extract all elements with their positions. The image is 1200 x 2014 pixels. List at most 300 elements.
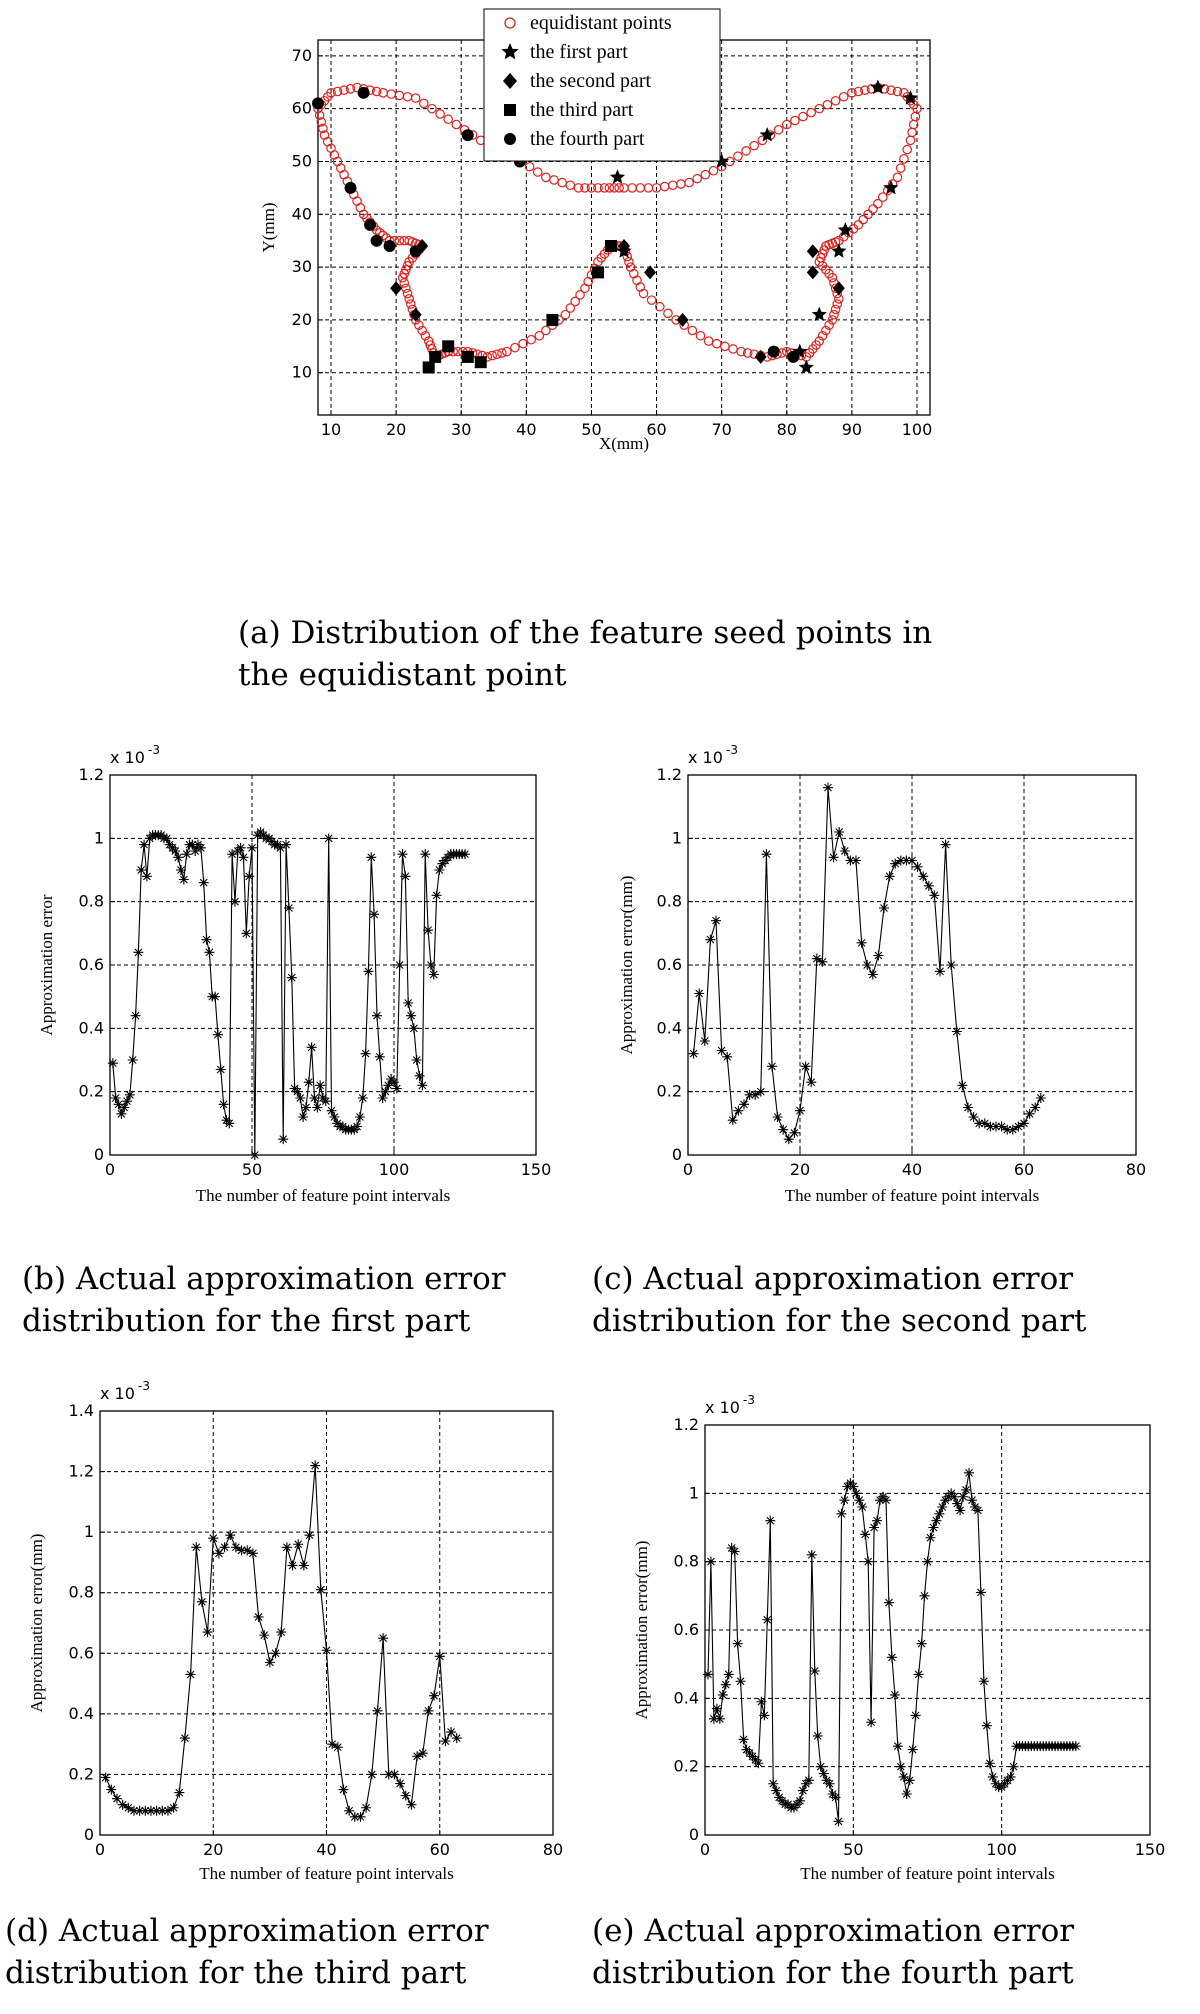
equidistant-point bbox=[874, 200, 882, 208]
data-point bbox=[896, 1762, 906, 1772]
equidistant-point bbox=[897, 164, 905, 172]
equidistant-point bbox=[840, 93, 848, 101]
x-tick-label: 40 bbox=[901, 1160, 923, 1179]
data-point bbox=[807, 1550, 817, 1560]
seed-third-part bbox=[442, 340, 454, 352]
data-point bbox=[304, 1077, 314, 1087]
y-tick-label: 0 bbox=[93, 1145, 104, 1164]
equidistant-point bbox=[566, 181, 574, 189]
data-point bbox=[395, 1779, 405, 1789]
data-point bbox=[952, 1027, 962, 1037]
equidistant-point bbox=[542, 173, 550, 181]
exponent-power: -3 bbox=[726, 743, 738, 757]
data-point bbox=[250, 1150, 260, 1160]
equidistant-point bbox=[610, 184, 618, 192]
y-tick-label: 0.6 bbox=[68, 1643, 94, 1663]
data-point bbox=[248, 1548, 258, 1558]
data-point bbox=[923, 1557, 933, 1567]
equidistant-point bbox=[511, 343, 519, 351]
data-point bbox=[378, 1633, 388, 1643]
data-point bbox=[862, 960, 872, 970]
seed-third-part bbox=[429, 351, 441, 363]
data-point bbox=[761, 849, 771, 859]
data-point bbox=[295, 1093, 305, 1103]
data-point bbox=[389, 1769, 399, 1779]
data-point bbox=[722, 1052, 732, 1062]
equidistant-point bbox=[444, 115, 452, 123]
equidistant-point bbox=[527, 336, 535, 344]
equidistant-point bbox=[405, 295, 413, 303]
y-tick-label: 0.4 bbox=[673, 1688, 699, 1708]
seed-third-part bbox=[592, 266, 604, 278]
data-point bbox=[961, 1485, 971, 1495]
y-tick-label: 1.2 bbox=[68, 1461, 94, 1481]
seed-fourth-part bbox=[345, 182, 357, 194]
data-point bbox=[307, 1042, 317, 1052]
data-point bbox=[199, 878, 209, 888]
axes bbox=[27, 1379, 563, 1883]
data-point bbox=[982, 1721, 992, 1731]
y-tick-label: 0.8 bbox=[68, 1582, 94, 1602]
equidistant-point bbox=[713, 339, 721, 347]
data-point bbox=[224, 1118, 234, 1128]
x-tick-label: 50 bbox=[843, 1840, 864, 1859]
data-point bbox=[176, 865, 186, 875]
data-point bbox=[355, 1112, 365, 1122]
data-point bbox=[823, 783, 833, 793]
x-tick-label: 80 bbox=[776, 420, 797, 439]
equidistant-point bbox=[669, 181, 677, 189]
equidistant-point bbox=[693, 174, 701, 182]
data-point bbox=[191, 1542, 201, 1552]
equidistant-point bbox=[833, 300, 841, 308]
data-point bbox=[432, 890, 442, 900]
data-point bbox=[247, 843, 257, 853]
y-tick-label: 1 bbox=[671, 828, 682, 848]
seed-third-part bbox=[605, 240, 617, 252]
data-point bbox=[860, 1529, 870, 1539]
chart-a bbox=[260, 5, 960, 585]
data-point bbox=[298, 1112, 308, 1122]
equidistant-point bbox=[704, 337, 712, 345]
y-tick-label: 0 bbox=[671, 1145, 682, 1164]
equidistant-point bbox=[625, 258, 633, 266]
seed-fourth-part bbox=[364, 219, 376, 231]
legend bbox=[484, 9, 720, 161]
equidistant-point bbox=[859, 215, 867, 223]
y-tick-label: 0.4 bbox=[68, 1703, 94, 1723]
y-tick-label: 0.6 bbox=[673, 1620, 699, 1639]
data-point bbox=[133, 947, 143, 957]
x-axis-label: The number of feature point intervals bbox=[784, 1186, 1040, 1205]
data-point bbox=[718, 1690, 728, 1700]
equidistant-point bbox=[823, 101, 831, 109]
data-point bbox=[1009, 1762, 1019, 1772]
chart-d bbox=[18, 1373, 588, 1883]
x-tick-label: 50 bbox=[581, 420, 602, 439]
exponent-power: -3 bbox=[138, 1379, 150, 1393]
equidistant-point bbox=[411, 94, 419, 102]
data-point bbox=[964, 1468, 974, 1478]
x-tick-label: 100 bbox=[901, 420, 933, 439]
data-point bbox=[778, 1125, 788, 1135]
y-tick-label: 0.2 bbox=[68, 1764, 94, 1784]
seed-fourth-part bbox=[312, 97, 324, 109]
exponent-label: x 10 bbox=[100, 1384, 135, 1403]
data-point bbox=[180, 1733, 190, 1743]
data-point bbox=[398, 849, 408, 859]
equidistant-point bbox=[742, 147, 750, 155]
x-tick-label: 30 bbox=[451, 420, 472, 439]
data-point bbox=[963, 1103, 973, 1113]
equidistant-point bbox=[734, 152, 742, 160]
caption-d: (d) Actual approximation error distribution for the third part bbox=[5, 1913, 489, 1991]
data-point bbox=[284, 903, 294, 913]
y-tick-label: 0.2 bbox=[78, 1081, 104, 1101]
data-point bbox=[324, 833, 334, 843]
data-point bbox=[801, 1061, 811, 1071]
data-point bbox=[204, 947, 214, 957]
data-point bbox=[834, 827, 844, 837]
data-point bbox=[236, 843, 246, 853]
seed-third-part bbox=[462, 351, 474, 363]
y-tick-label: 1 bbox=[93, 828, 104, 848]
data-point bbox=[182, 849, 192, 859]
data-point bbox=[924, 881, 934, 891]
seed-fourth-part bbox=[384, 240, 396, 252]
data-point bbox=[765, 1516, 775, 1526]
data-point bbox=[310, 1461, 320, 1471]
data-point bbox=[278, 1134, 288, 1144]
data-point bbox=[839, 1495, 849, 1505]
data-point bbox=[429, 1691, 439, 1701]
equidistant-point bbox=[628, 184, 636, 192]
equidistant-point bbox=[395, 91, 403, 99]
data-point bbox=[918, 871, 928, 881]
data-point bbox=[946, 960, 956, 970]
data-point bbox=[125, 1090, 135, 1100]
x-tick-label: 60 bbox=[646, 420, 667, 439]
data-point bbox=[829, 852, 839, 862]
data-point bbox=[366, 852, 376, 862]
x-tick-label: 20 bbox=[385, 420, 407, 439]
equidistant-point bbox=[420, 99, 428, 107]
data-point bbox=[705, 935, 715, 945]
seed-third-part bbox=[423, 361, 435, 373]
x-tick-label: 10 bbox=[320, 420, 342, 439]
equidistant-point bbox=[774, 126, 782, 134]
data-point bbox=[213, 1030, 223, 1040]
data-point bbox=[893, 1741, 903, 1751]
equidistant-point bbox=[647, 296, 655, 304]
data-point bbox=[890, 1690, 900, 1700]
data-point bbox=[911, 1710, 921, 1720]
equidistant-point bbox=[600, 184, 608, 192]
data-point bbox=[179, 875, 189, 885]
legend-entry: the fourth part bbox=[530, 128, 645, 150]
panel-a bbox=[260, 5, 960, 585]
equidistant-point bbox=[831, 97, 839, 105]
data-point bbox=[219, 1099, 229, 1109]
x-tick-label: 80 bbox=[1125, 1160, 1147, 1179]
data-point bbox=[813, 1731, 823, 1741]
equidistant-point bbox=[403, 93, 411, 101]
data-point bbox=[259, 1630, 269, 1640]
chart-b bbox=[18, 735, 588, 1245]
equidistant-point bbox=[400, 279, 408, 287]
equidistant-point bbox=[685, 178, 693, 186]
panel-d bbox=[18, 1373, 588, 1883]
y-tick-label: 0.8 bbox=[656, 891, 682, 911]
data-point bbox=[108, 1058, 118, 1068]
equidistant-point bbox=[403, 289, 411, 297]
data-point bbox=[935, 966, 945, 976]
y-tick-label: 1.2 bbox=[673, 1415, 699, 1434]
data-point bbox=[728, 1115, 738, 1125]
data-point bbox=[460, 849, 470, 859]
y-tick-label: 20 bbox=[291, 309, 312, 329]
seed-first-part bbox=[799, 360, 814, 374]
data-point bbox=[403, 998, 413, 1008]
data-point bbox=[834, 1816, 844, 1826]
data-point bbox=[857, 938, 867, 948]
data-point bbox=[282, 1542, 292, 1552]
data-point bbox=[203, 1627, 213, 1637]
x-tick-label: 20 bbox=[203, 1840, 224, 1859]
data-point bbox=[1006, 1772, 1016, 1782]
y-axis-label: Approximation error(mm) bbox=[617, 875, 636, 1055]
equidistant-point bbox=[660, 182, 668, 190]
axes bbox=[617, 743, 1146, 1205]
equidistant-point bbox=[906, 136, 914, 144]
data-point bbox=[941, 840, 951, 850]
equidistant-point bbox=[835, 295, 843, 303]
data-point bbox=[733, 1639, 743, 1649]
equidistant-point bbox=[799, 112, 807, 120]
legend-entry: the first part bbox=[530, 41, 628, 63]
data-point bbox=[857, 1502, 867, 1512]
series-line bbox=[106, 1466, 457, 1817]
y-tick-label: 70 bbox=[291, 45, 312, 65]
series bbox=[703, 1468, 1081, 1827]
y-tick-label: 0.4 bbox=[656, 1018, 682, 1038]
data-point bbox=[322, 1645, 332, 1655]
data-point bbox=[711, 916, 721, 926]
data-point bbox=[739, 1734, 749, 1744]
equidistant-point bbox=[664, 309, 672, 317]
legend-entry: equidistant points bbox=[530, 12, 672, 34]
equidistant-point bbox=[900, 155, 908, 163]
data-point bbox=[767, 1061, 777, 1071]
data-point bbox=[976, 1587, 986, 1597]
data-point bbox=[1036, 1093, 1046, 1103]
x-tick-label: 150 bbox=[520, 1160, 552, 1179]
equidistant-point bbox=[701, 170, 709, 178]
x-tick-label: 0 bbox=[682, 1160, 694, 1179]
data-point bbox=[905, 1775, 915, 1785]
data-point bbox=[872, 1516, 882, 1526]
data-point bbox=[440, 1736, 450, 1746]
data-point bbox=[417, 1080, 427, 1090]
y-tick-label: 0.4 bbox=[78, 1018, 104, 1038]
seed-third-part bbox=[546, 314, 558, 326]
data-point bbox=[902, 1789, 912, 1799]
data-point bbox=[817, 957, 827, 967]
data-point bbox=[271, 1648, 281, 1658]
equidistant-point bbox=[615, 184, 623, 192]
data-point bbox=[863, 1557, 873, 1567]
data-point bbox=[1071, 1741, 1081, 1751]
data-point bbox=[836, 1509, 846, 1519]
seed-fourth-part bbox=[371, 235, 383, 247]
caption-c: (c) Actual approximation error distribution for the second part bbox=[592, 1261, 1087, 1339]
equidistant-point bbox=[636, 184, 644, 192]
x-tick-label: 150 bbox=[1134, 1840, 1166, 1859]
data-point bbox=[885, 871, 895, 881]
equidistant-point bbox=[402, 284, 410, 292]
caption-e: (e) Actual approximation error distribution for the fourth part bbox=[592, 1913, 1075, 1991]
data-point bbox=[216, 1065, 226, 1075]
x-axis-label: The number of feature point intervals bbox=[195, 1186, 451, 1205]
data-point bbox=[418, 1748, 428, 1758]
x-tick-label: 0 bbox=[699, 1840, 711, 1859]
equidistant-point bbox=[908, 128, 916, 136]
data-point bbox=[101, 1772, 111, 1782]
data-point bbox=[715, 1714, 725, 1724]
y-tick-label: 1.2 bbox=[656, 765, 682, 784]
equidistant-point bbox=[729, 345, 737, 353]
data-point bbox=[908, 1745, 918, 1755]
y-tick-label: 60 bbox=[291, 98, 312, 118]
y-tick-label: 0.8 bbox=[673, 1551, 699, 1571]
data-point bbox=[361, 1803, 371, 1813]
data-point bbox=[406, 1011, 416, 1021]
data-point bbox=[392, 1084, 402, 1094]
panel-b bbox=[18, 735, 588, 1245]
y-axis-label: Approximation error bbox=[37, 894, 56, 1036]
equidistant-point bbox=[534, 168, 542, 176]
x-tick-label: 60 bbox=[1013, 1160, 1035, 1179]
data-point bbox=[979, 1676, 989, 1686]
x-tick-label: 70 bbox=[711, 420, 732, 439]
equidistant-point bbox=[550, 176, 558, 184]
equidistant-point bbox=[911, 112, 919, 120]
data-point bbox=[241, 928, 251, 938]
equidistant-point bbox=[831, 305, 839, 313]
y-axis-label: Approximation error(mm) bbox=[632, 1540, 651, 1720]
data-point bbox=[694, 989, 704, 999]
y-tick-label: 1 bbox=[83, 1522, 94, 1542]
data-point bbox=[106, 1785, 116, 1795]
data-point bbox=[265, 1657, 275, 1667]
data-point bbox=[810, 1666, 820, 1676]
exponent-label: x 10 bbox=[688, 748, 723, 767]
x-axis-label: X(mm) bbox=[598, 434, 650, 453]
chart-e bbox=[620, 1380, 1185, 1885]
data-point bbox=[736, 1676, 746, 1686]
seed-fourth-part bbox=[768, 346, 780, 358]
data-point bbox=[925, 1533, 935, 1543]
data-point bbox=[706, 1557, 716, 1567]
y-tick-label: 0.2 bbox=[656, 1081, 682, 1101]
data-point bbox=[724, 1669, 734, 1679]
data-point bbox=[369, 909, 379, 919]
equidistant-point bbox=[869, 205, 877, 213]
equidistant-point bbox=[400, 237, 408, 245]
data-point bbox=[338, 1785, 348, 1795]
y-tick-label: 40 bbox=[291, 204, 312, 224]
equidistant-point bbox=[558, 178, 566, 186]
data-point bbox=[254, 1612, 264, 1622]
data-point bbox=[429, 970, 439, 980]
data-point bbox=[395, 960, 405, 970]
y-tick-label: 0 bbox=[688, 1825, 699, 1844]
data-point bbox=[773, 1112, 783, 1122]
data-point bbox=[401, 1791, 411, 1801]
y-tick-label: 0.8 bbox=[78, 891, 104, 911]
equidistant-point bbox=[407, 300, 415, 308]
axes bbox=[37, 743, 551, 1205]
data-point bbox=[887, 1652, 897, 1662]
y-tick-label: 1.4 bbox=[68, 1401, 94, 1420]
data-point bbox=[700, 1036, 710, 1046]
series-line bbox=[113, 832, 465, 1155]
data-point bbox=[721, 1680, 731, 1690]
seed-fourth-part bbox=[358, 87, 370, 99]
chart-c bbox=[608, 735, 1183, 1245]
data-point bbox=[301, 1103, 311, 1113]
y-tick-label: 10 bbox=[291, 362, 312, 382]
data-point bbox=[202, 935, 212, 945]
x-tick-label: 90 bbox=[841, 420, 863, 439]
equidistant-point bbox=[688, 326, 696, 334]
panel-e bbox=[620, 1380, 1185, 1885]
equidistant-point bbox=[709, 167, 717, 175]
y-tick-label: 0 bbox=[83, 1825, 94, 1844]
data-point bbox=[879, 903, 889, 913]
legend-marker-third bbox=[504, 104, 516, 116]
data-point bbox=[920, 1591, 930, 1601]
data-point bbox=[789, 1128, 799, 1138]
equidistant-point bbox=[903, 145, 911, 153]
data-point bbox=[866, 1717, 876, 1727]
x-tick-label: 80 bbox=[542, 1840, 564, 1859]
data-point bbox=[415, 1071, 425, 1081]
seed-third-part bbox=[475, 356, 487, 368]
data-point bbox=[367, 1769, 377, 1779]
data-point bbox=[873, 951, 883, 961]
equidistant-point bbox=[677, 180, 685, 188]
series bbox=[101, 1461, 462, 1822]
data-point bbox=[884, 1598, 894, 1608]
y-tick-label: 1.2 bbox=[78, 765, 104, 784]
exponent-label: x 10 bbox=[705, 1398, 740, 1417]
seed-first-part bbox=[610, 169, 625, 184]
equidistant-point bbox=[721, 342, 729, 350]
equidistant-point bbox=[620, 184, 628, 192]
x-tick-label: 100 bbox=[378, 1160, 410, 1179]
y-tick-label: 0.6 bbox=[656, 955, 682, 974]
legend-entry: the third part bbox=[530, 99, 634, 121]
panel-c bbox=[608, 735, 1183, 1245]
y-tick-label: 30 bbox=[291, 257, 312, 277]
data-point bbox=[851, 856, 861, 866]
seed-second-part bbox=[755, 350, 767, 364]
exponent-power: -3 bbox=[148, 743, 160, 757]
data-point bbox=[287, 973, 297, 983]
equidistant-point bbox=[436, 110, 444, 118]
seed-second-part bbox=[833, 281, 845, 295]
